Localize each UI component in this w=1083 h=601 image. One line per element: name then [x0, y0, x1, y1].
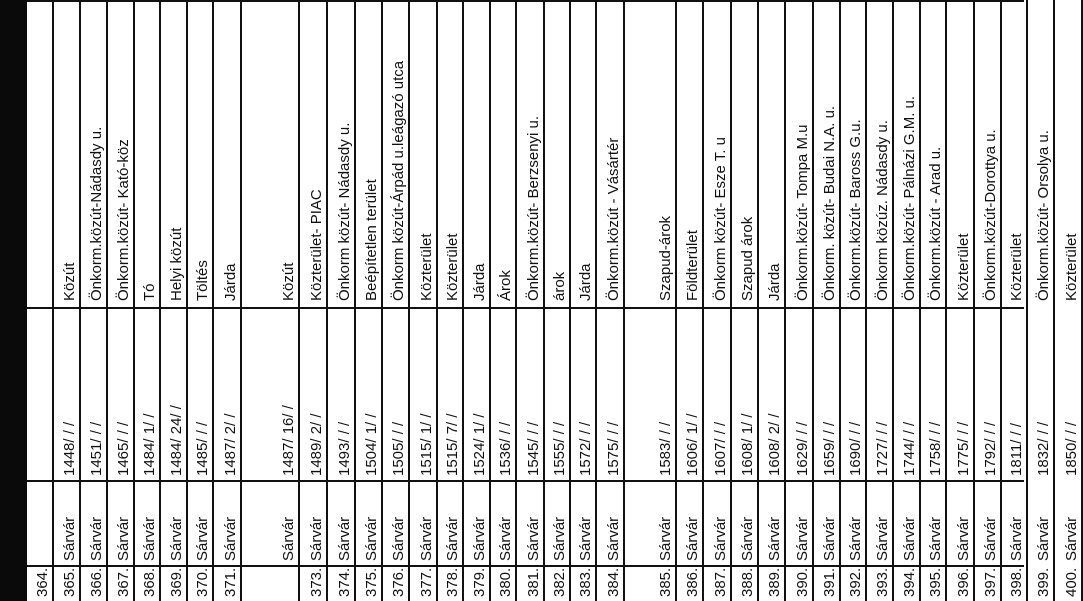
- lot-number-cell: 1758/ / /: [927, 421, 944, 476]
- description-cell: Járda: [577, 263, 594, 301]
- table-row: [545, 0, 571, 601]
- lot-number-cell: 1487/ 2/ /: [222, 413, 239, 476]
- row-number: 390.: [794, 567, 811, 597]
- city-cell: Sárvár: [194, 516, 211, 561]
- description-cell: Önkorm.közút- Baross G.u.: [847, 119, 864, 301]
- row-number: 375.: [363, 567, 380, 597]
- lot-number-cell: 1606/ 1/ /: [684, 413, 701, 476]
- lot-number-cell: 1493/ / /: [336, 421, 353, 476]
- row-number: 399.: [1035, 567, 1052, 597]
- city-cell: Sárvár: [657, 516, 674, 561]
- description-cell: Közterület: [1008, 233, 1025, 301]
- column-divider: [27, 0, 1024, 2]
- description-cell: Közterület: [444, 233, 461, 301]
- city-cell: Sárvár: [497, 516, 514, 561]
- row-number: 378.: [444, 567, 461, 597]
- table-row: [597, 0, 625, 601]
- description-cell: Beépítetlen terület: [363, 179, 380, 301]
- description-cell: Önkorm.közút - Vásártér: [605, 137, 622, 301]
- table-row: [517, 0, 545, 601]
- city-cell: Sárvár: [684, 516, 701, 561]
- table-row: [1028, 0, 1055, 601]
- lot-number-cell: 1583/ / /: [657, 421, 674, 476]
- lot-number-cell: 1850/ / /: [1063, 421, 1080, 476]
- table-row: [27, 0, 54, 601]
- description-cell: Járda: [766, 263, 783, 301]
- table-row: [383, 0, 410, 601]
- lot-number-cell: 1545/ / /: [525, 421, 542, 476]
- row-number: 377.: [418, 567, 435, 597]
- lot-number-cell: 1775/ / /: [955, 421, 972, 476]
- row-number: 371.: [222, 567, 239, 597]
- lot-number-cell: 1465/ / /: [115, 421, 132, 476]
- table-row: [1055, 0, 1083, 601]
- city-cell: Sárvár: [821, 516, 838, 561]
- lot-number-cell: 1524/ 1/ /: [471, 413, 488, 476]
- row-number: 387.: [712, 567, 729, 597]
- lot-number-cell: 1744/ / /: [901, 421, 918, 476]
- description-cell: Földterület: [684, 230, 701, 301]
- table-row: [214, 0, 242, 601]
- lot-number-cell: 1727/ / /: [874, 421, 891, 476]
- description-cell: Szapud árok: [739, 216, 756, 301]
- row-number: 376.: [390, 567, 407, 597]
- row-number: 381.: [525, 567, 542, 597]
- city-cell: Sárvár: [901, 516, 918, 561]
- table-row: [625, 0, 677, 601]
- description-cell: Közterület: [418, 233, 435, 301]
- description-cell: Közterület- PIAC: [308, 189, 325, 301]
- lot-number-cell: 1489/ 2/ /: [308, 413, 325, 476]
- row-number: 364.: [34, 567, 51, 597]
- city-cell: Sárvár: [168, 516, 185, 561]
- city-cell: Sárvár: [577, 516, 594, 561]
- row-number: 395.: [927, 567, 944, 597]
- city-cell: Sárvár: [363, 516, 380, 561]
- city-cell: Sárvár: [1035, 516, 1052, 561]
- lot-number-cell: 1505/ / /: [390, 421, 407, 476]
- description-cell: Járda: [471, 263, 488, 301]
- table-row: [975, 0, 1002, 601]
- city-cell: Sárvár: [525, 516, 542, 561]
- city-cell: Sárvár: [444, 516, 461, 561]
- lot-number-cell: 1659/ / /: [821, 421, 838, 476]
- table-row: [438, 0, 464, 601]
- row-number: 392.: [847, 567, 864, 597]
- lot-number-cell: 1811/ / /: [1008, 422, 1025, 476]
- lot-number-cell: 1607/ / /: [712, 421, 729, 476]
- lot-number-cell: 1792/ / /: [982, 421, 999, 476]
- lot-number-cell: 1484/ 24/ /: [168, 405, 185, 476]
- city-cell: Sárvár: [471, 516, 488, 561]
- city-cell: Sárvár: [61, 516, 78, 561]
- table-row: [491, 0, 517, 601]
- lot-number-cell: 1629/ / /: [794, 421, 811, 476]
- description-cell: Árok: [497, 270, 514, 301]
- city-cell: Sárvár: [308, 516, 325, 561]
- city-cell: Sárvár: [222, 516, 239, 561]
- city-cell: Sárvár: [88, 516, 105, 561]
- city-cell: Sárvár: [955, 516, 972, 561]
- city-cell: Sárvár: [766, 516, 783, 561]
- row-number: 397.: [982, 567, 999, 597]
- table-row: [786, 0, 814, 601]
- city-cell: Sárvár: [874, 516, 891, 561]
- city-cell: Sárvár: [739, 516, 756, 561]
- lot-number-cell: 1690/ / /: [847, 421, 864, 476]
- row-number: 374.: [336, 567, 353, 597]
- lot-number-cell: 1608/ 1/ /: [739, 413, 756, 476]
- lot-number-cell: 1536/ / /: [497, 421, 514, 476]
- description-cell: Tó: [141, 283, 158, 301]
- table-row: [161, 0, 188, 601]
- city-cell: [27, 479, 52, 565]
- description-cell: Önkorm.közút - Arad u.: [927, 146, 944, 301]
- table-row: [188, 0, 214, 601]
- table-row: [571, 0, 597, 601]
- column-divider: [27, 480, 1024, 482]
- description-cell: Önkorm közút-Árpád u.leágazó utca: [390, 60, 407, 301]
- description-cell: Önkorm közút- Nádasdy u.: [336, 122, 353, 301]
- lot-number-cell: 1451/ / /: [88, 421, 105, 476]
- table-row: [81, 0, 108, 601]
- table-row: [54, 0, 81, 601]
- lot-number-cell: 1555/ / /: [551, 421, 568, 476]
- city-cell: Sárvár: [280, 516, 297, 561]
- table-row: [135, 0, 161, 601]
- table-row: [242, 0, 300, 601]
- row-number: 400.: [1063, 567, 1080, 597]
- city-cell: Sárvár: [605, 516, 622, 561]
- description-cell: Önkorm közúz. Nádasdy u.: [874, 120, 891, 301]
- table-row: [759, 0, 786, 601]
- table-row: [814, 0, 841, 601]
- row-number: 369.: [168, 567, 185, 597]
- lot-number-cell: 1515/ 1/ /: [418, 413, 435, 476]
- table-row: [867, 0, 894, 601]
- table-row: [1002, 0, 1028, 601]
- lot-number-cell: 1608/ 2/ /: [766, 413, 783, 476]
- lot-number-cell: 1575/ / /: [605, 421, 622, 476]
- table-row: [300, 0, 328, 601]
- description-cell: Járda: [222, 263, 239, 301]
- table-row: [410, 0, 438, 601]
- column-divider: [27, 565, 1024, 567]
- row-number: 383.: [577, 567, 594, 597]
- city-cell: Sárvár: [927, 516, 944, 561]
- row-number: 386.: [684, 567, 701, 597]
- table-row: [328, 0, 356, 601]
- scan-top-border: [0, 0, 27, 601]
- description-cell: Szapud-árok: [657, 215, 674, 301]
- city-cell: Sárvár: [390, 516, 407, 561]
- row-number: 389.: [766, 567, 783, 597]
- row-number: 380.: [497, 567, 514, 597]
- table-row: [677, 0, 704, 601]
- lot-number-cell: 1448/ / /: [61, 421, 78, 476]
- description-cell: Önkorm.közút- Pálnázi G.M. u.: [901, 95, 918, 301]
- row-number: 385.: [657, 567, 674, 597]
- city-cell: Sárvár: [115, 516, 132, 561]
- lot-number-cell: 1485/ / /: [194, 421, 211, 476]
- description-cell: Önkorm.közút- Kató-köz: [115, 139, 132, 301]
- description-cell: [27, 1, 52, 305]
- lot-number-cell: [27, 308, 52, 480]
- description-cell: Önkorm közút- Esze T. u: [712, 137, 729, 301]
- lot-number-cell: 1487/ 16/ /: [280, 405, 297, 476]
- row-number: 373.: [308, 567, 325, 597]
- table-row: [704, 0, 732, 601]
- row-number: 388.: [739, 567, 756, 597]
- description-cell: Önkorm.közút- Orsolya u.: [1035, 130, 1052, 301]
- description-cell: Önkorm.közút- Berzsenyi u.: [525, 115, 542, 301]
- row-number: 368.: [141, 567, 158, 597]
- description-cell: Önkorm.közút-Nádasdy u.: [88, 126, 105, 301]
- table-row: [921, 0, 947, 601]
- description-cell: Közút: [61, 262, 78, 301]
- row-number: 391.: [821, 567, 838, 597]
- table-row: [464, 0, 491, 601]
- table-row: [356, 0, 383, 601]
- table-row: [947, 0, 975, 601]
- lot-number-cell: 1484/ 1/ /: [141, 413, 158, 476]
- description-cell: Közterület: [955, 233, 972, 301]
- lot-number-cell: 1515/ 7/ /: [444, 413, 461, 476]
- row-number: 396.: [955, 567, 972, 597]
- city-cell: Sárvár: [418, 516, 435, 561]
- table-row: [841, 0, 867, 601]
- city-cell: Sárvár: [1063, 516, 1080, 561]
- city-cell: Sárvár: [712, 516, 729, 561]
- city-cell: Sárvár: [982, 516, 999, 561]
- row-number: [242, 573, 298, 601]
- city-cell: Sárvár: [847, 516, 864, 561]
- row-number: 393.: [874, 567, 891, 597]
- description-cell: Közterület: [1063, 233, 1080, 301]
- description-cell: Töltés: [194, 260, 211, 301]
- city-cell: Sárvár: [1008, 516, 1025, 561]
- city-cell: Sárvár: [336, 516, 353, 561]
- city-cell: Sárvár: [141, 516, 158, 561]
- row-number: 382.: [551, 567, 568, 597]
- table-row: [732, 0, 759, 601]
- description-cell: árok: [551, 271, 568, 301]
- table-row: [894, 0, 921, 601]
- table-row: [108, 0, 135, 601]
- row-number: 398.: [1008, 567, 1025, 597]
- lot-number-cell: 1572/ / /: [577, 421, 594, 476]
- row-number: 379.: [471, 567, 488, 597]
- row-number: 384.: [605, 567, 622, 597]
- city-cell: Sárvár: [794, 516, 811, 561]
- column-divider: [27, 307, 1024, 309]
- row-number: 365.: [61, 567, 78, 597]
- city-cell: Sárvár: [551, 516, 568, 561]
- row-number: 370.: [194, 567, 211, 597]
- lot-number-cell: 1504/ 1/ /: [363, 413, 380, 476]
- row-number: 394.: [901, 567, 918, 597]
- description-cell: Helyi közút: [168, 227, 185, 301]
- description-cell: Önkorm. közút- Budai N.A. u.: [821, 105, 838, 301]
- lot-number-cell: 1832/ / /: [1035, 421, 1052, 476]
- description-cell: Közút: [280, 262, 297, 301]
- description-cell: Önkorm.közút-Dorottya u.: [982, 129, 999, 301]
- row-number: 367.: [115, 567, 132, 597]
- row-number: 366.: [88, 567, 105, 597]
- description-cell: Önkorm.közút- Tompa M.u: [794, 124, 811, 301]
